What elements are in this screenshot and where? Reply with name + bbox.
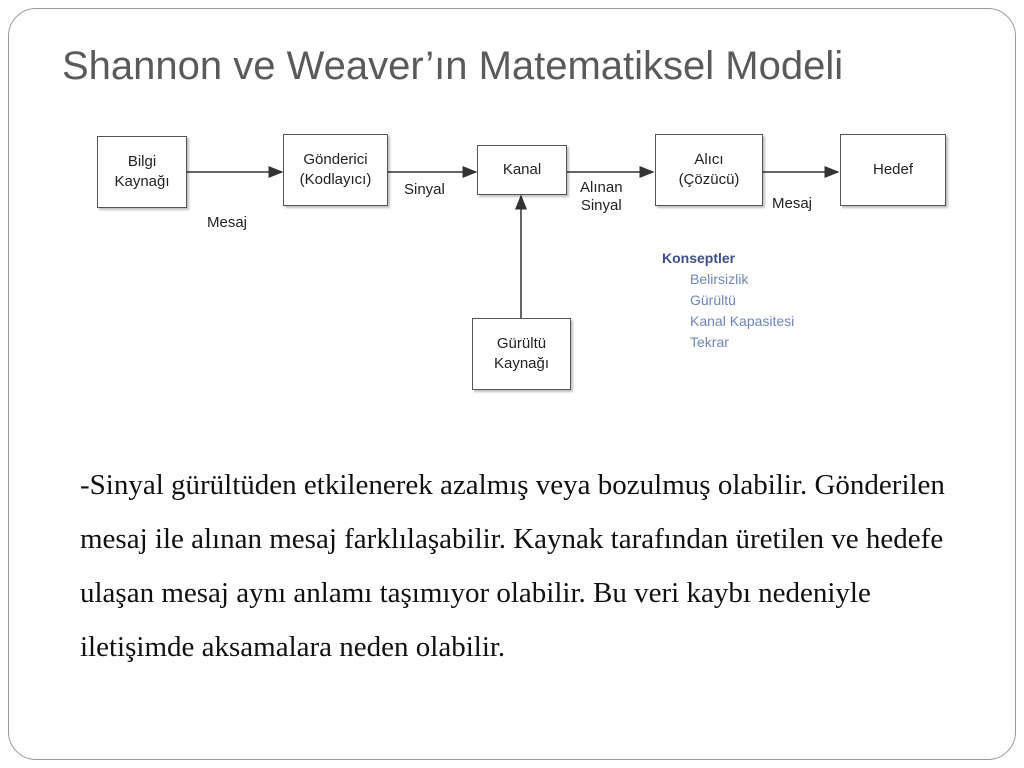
message-label-1: Mesaj	[207, 214, 248, 231]
message-label-2: Mesaj	[772, 195, 813, 212]
body-text: -Sinyal gürültüden etkilenerek azalmış veya bozulmuş olabilir. Gönderilen mesaj ile alınan mesaj farklılaşabilir. Kaynak tarafından üretilen ve hedefe ulaşan mesaj aynı anlamı taşımıyor olabilir. Bu veri kaybı nedeniyle iletişimde aksamalara neden olabilir.	[80, 469, 945, 663]
noise-label: Gürültü Kaynağı	[493, 334, 550, 372]
channel-box	[477, 145, 567, 195]
concepts-list	[662, 250, 794, 350]
concept-item: Belirsizlik	[690, 271, 749, 287]
receiver-box	[655, 134, 763, 206]
concept-item: Gürültü	[690, 292, 736, 308]
destination-box	[840, 134, 946, 206]
concept-item: Tekrar	[690, 334, 729, 350]
source-box	[97, 136, 187, 208]
source-label: Bilgi Kaynağı	[114, 152, 170, 190]
noise-box	[472, 318, 571, 390]
destination-label: Hedef	[872, 160, 914, 178]
sender-label: Gönderici (Kodlayıcı)	[299, 150, 372, 188]
receiver-label: Alıcı (Çözücü)	[678, 150, 740, 188]
signal-label: Sinyal	[404, 181, 445, 198]
sender-box	[283, 134, 388, 206]
slide-title: Shannon ve Weaver’ın Matematiksel Modeli	[62, 44, 844, 88]
received-signal-label: Alınan Sinyal	[580, 179, 623, 214]
concept-item: Kanal Kapasitesi	[690, 313, 795, 329]
body-paragraph	[80, 458, 980, 674]
concepts-heading: Konseptler	[662, 250, 736, 266]
channel-label: Kanal	[502, 160, 542, 178]
